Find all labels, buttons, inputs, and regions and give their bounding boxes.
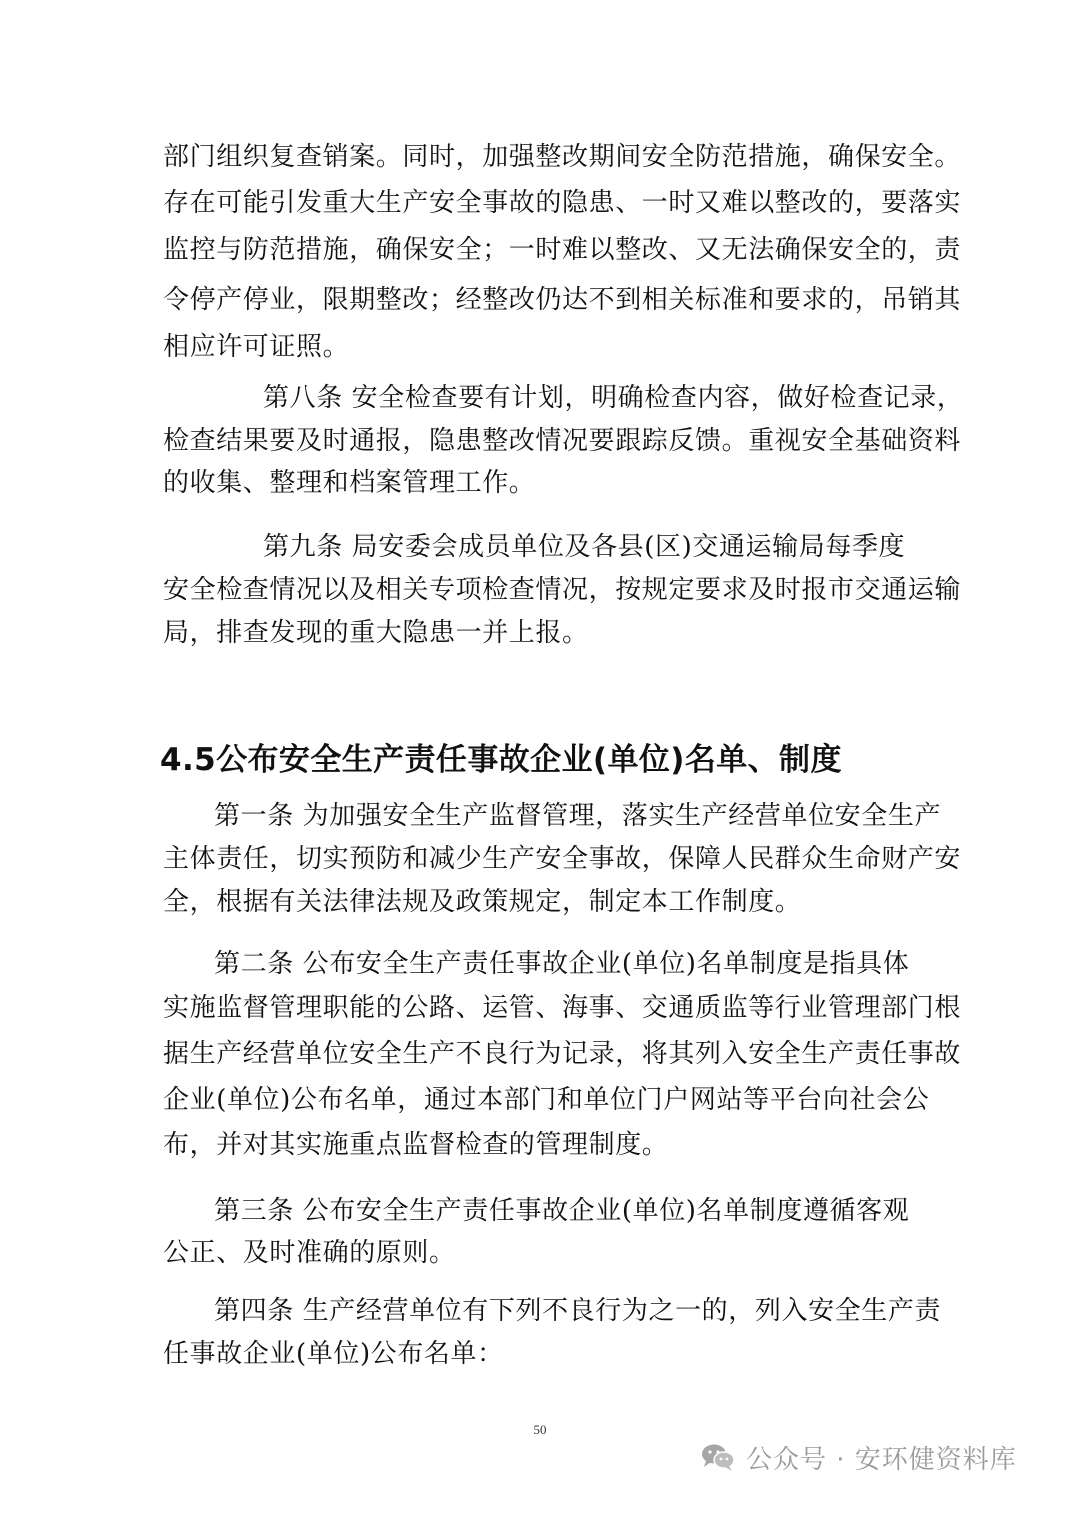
- article-line: 第八条 安全检查要有计划，明确检查内容，做好检查记录，: [263, 383, 964, 413]
- watermark: [700, 1435, 1017, 1479]
- article-line: 主体责任，切实预防和减少生产安全事故，保障人民群众生命财产安: [163, 844, 962, 874]
- article-line: 第二条 公布安全生产责任事故企业(单位)名单制度是指具体: [214, 949, 910, 979]
- article-line: 据生产经营单位安全生产不良行为记录，将其列入安全生产责任事故: [163, 1039, 962, 1069]
- article-line: 第九条 局安委会成员单位及各县(区)交通运输局每季度: [263, 532, 906, 562]
- wechat-icon: [700, 1442, 736, 1472]
- article-line: 局，排查发现的重大隐患一并上报。: [163, 618, 589, 648]
- body-line: 部门组织复查销案。同时，加强整改期间安全防范措施，确保安全。: [163, 142, 962, 172]
- article-line: 实施监督管理职能的公路、运管、海事、交通质监等行业管理部门根: [163, 993, 962, 1023]
- body-line: 存在可能引发重大生产安全事故的隐患、一时又难以整改的，要落实: [163, 188, 962, 218]
- article-line: 任事故企业(单位)公布名单：: [163, 1339, 504, 1369]
- watermark-text: 公众号 · 安环健资料库: [746, 1444, 1017, 1475]
- article-line: 第一条 为加强安全生产监督管理，落实生产经营单位安全生产: [214, 801, 942, 831]
- body-line: 相应许可证照。: [163, 332, 350, 362]
- page-number: 50: [533, 1422, 547, 1437]
- article-line: 公正、及时准确的原则。: [163, 1238, 456, 1268]
- article-line: 第三条 公布安全生产责任事故企业(单位)名单制度遵循客观: [214, 1196, 910, 1226]
- article-line: 布，并对其实施重点监督检查的管理制度。: [163, 1130, 669, 1160]
- article-line: 检查结果要及时通报，隐患整改情况要跟踪反馈。重视安全基础资料: [163, 426, 962, 456]
- article-line: 第四条 生产经营单位有下列不良行为之一的，列入安全生产责: [214, 1296, 942, 1326]
- body-line: 监控与防范措施，确保安全；一时难以整改、又无法确保安全的，责: [163, 235, 962, 265]
- body-line: 令停产停业，限期整改；经整改仍达不到相关标准和要求的，吊销其: [163, 285, 962, 315]
- article-line: 的收集、整理和档案管理工作。: [163, 468, 536, 498]
- article-line: 全，根据有关法律法规及政策规定，制定本工作制度。: [163, 887, 802, 917]
- article-line: 企业(单位)公布名单，通过本部门和单位门户网站等平台向社会公: [163, 1085, 930, 1115]
- section-heading: 4.5公布安全生产责任事故企业(单位)名单、制度: [160, 742, 842, 778]
- article-line: 安全检查情况以及相关专项检查情况，按规定要求及时报市交通运输: [163, 575, 962, 605]
